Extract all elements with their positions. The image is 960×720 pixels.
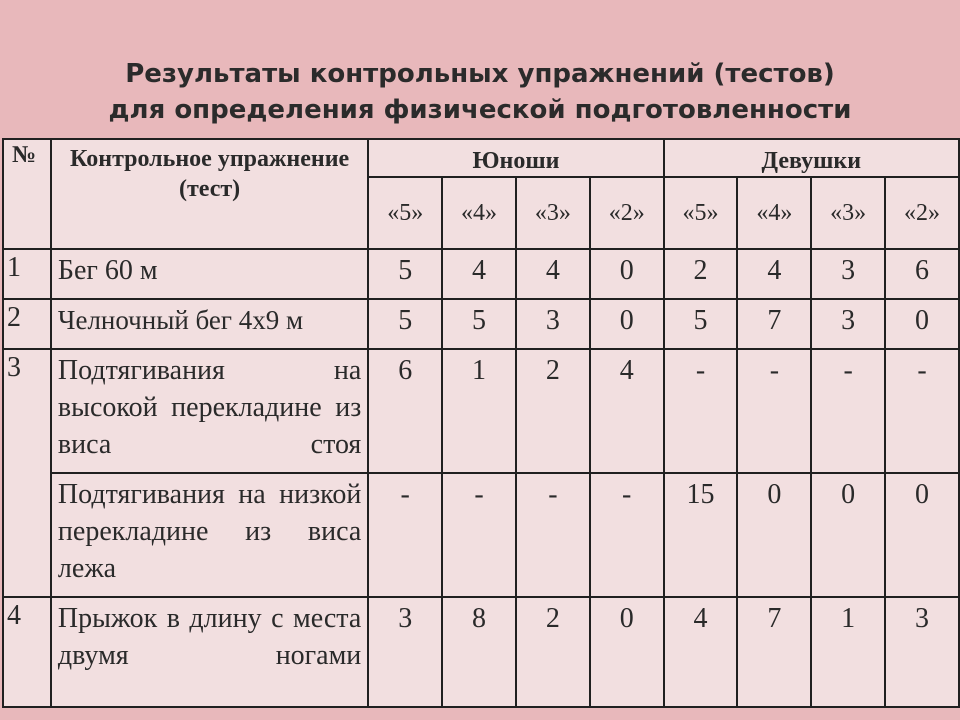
value-cell: 15	[664, 473, 738, 597]
value-cell: -	[516, 473, 590, 597]
value-cell: -	[368, 473, 442, 597]
value-cell: 1	[811, 597, 885, 707]
value-cell: 3	[811, 299, 885, 349]
value-cell: 4	[442, 249, 516, 299]
value-cell: 0	[737, 473, 811, 597]
value-cell: 2	[664, 249, 738, 299]
title-line-2: для определения физической подготовленности	[108, 95, 852, 125]
grade-boys-3: «3»	[516, 177, 590, 249]
value-cell: 1	[442, 349, 516, 473]
value-cell: 3	[368, 597, 442, 707]
grade-girls-5: «5»	[664, 177, 738, 249]
row-exercise: Прыжок в длину с места двумя ногами	[51, 597, 368, 707]
header-num: №	[3, 139, 51, 249]
value-cell: 7	[737, 597, 811, 707]
table-row	[3, 473, 959, 597]
page-title	[0, 56, 960, 128]
row-exercise: Челночный бег 4х9 м	[51, 299, 368, 349]
value-cell: 6	[885, 249, 959, 299]
value-cell: 0	[590, 249, 664, 299]
value-cell: 6	[368, 349, 442, 473]
value-cell: -	[442, 473, 516, 597]
value-cell: -	[737, 349, 811, 473]
value-cell: 0	[885, 473, 959, 597]
title-line-1: Результаты контрольных упражнений (тестов)	[125, 59, 835, 89]
row-exercise: Подтягивания на низкой перекладине из виса лежа	[51, 473, 368, 597]
grade-girls-3: «3»	[811, 177, 885, 249]
header-exercise: Контрольное упражнение (тест)	[51, 139, 368, 249]
value-cell: 4	[516, 249, 590, 299]
grade-girls-4: «4»	[737, 177, 811, 249]
table-row	[3, 249, 959, 299]
value-cell: 0	[590, 597, 664, 707]
row-num: 4	[3, 597, 51, 707]
table-row	[3, 597, 959, 707]
value-cell: 4	[590, 349, 664, 473]
value-cell: -	[885, 349, 959, 473]
value-cell: 0	[590, 299, 664, 349]
grade-boys-2: «2»	[590, 177, 664, 249]
value-cell: 4	[737, 249, 811, 299]
value-cell: 5	[664, 299, 738, 349]
row-num: 2	[3, 299, 51, 349]
row-num: 1	[3, 249, 51, 299]
value-cell: 5	[368, 249, 442, 299]
row-num: 3	[3, 349, 51, 597]
results-table	[2, 138, 960, 708]
grade-girls-2: «2»	[885, 177, 959, 249]
value-cell: 2	[516, 349, 590, 473]
value-cell: 5	[442, 299, 516, 349]
value-cell: 7	[737, 299, 811, 349]
table-row	[3, 349, 959, 473]
row-exercise: Бег 60 м	[51, 249, 368, 299]
header-boys: Юноши	[368, 139, 663, 177]
value-cell: 4	[664, 597, 738, 707]
value-cell: -	[811, 349, 885, 473]
value-cell: 8	[442, 597, 516, 707]
value-cell: -	[664, 349, 738, 473]
row-exercise: Подтягивания на высокой перекладине из виса стоя	[51, 349, 368, 473]
value-cell: -	[590, 473, 664, 597]
value-cell: 3	[516, 299, 590, 349]
header-row-1	[3, 139, 959, 177]
grade-boys-4: «4»	[442, 177, 516, 249]
header-girls: Девушки	[664, 139, 959, 177]
value-cell: 2	[516, 597, 590, 707]
value-cell: 0	[885, 299, 959, 349]
grade-boys-5: «5»	[368, 177, 442, 249]
value-cell: 3	[811, 249, 885, 299]
table-row	[3, 299, 959, 349]
value-cell: 3	[885, 597, 959, 707]
value-cell: 5	[368, 299, 442, 349]
value-cell: 0	[811, 473, 885, 597]
